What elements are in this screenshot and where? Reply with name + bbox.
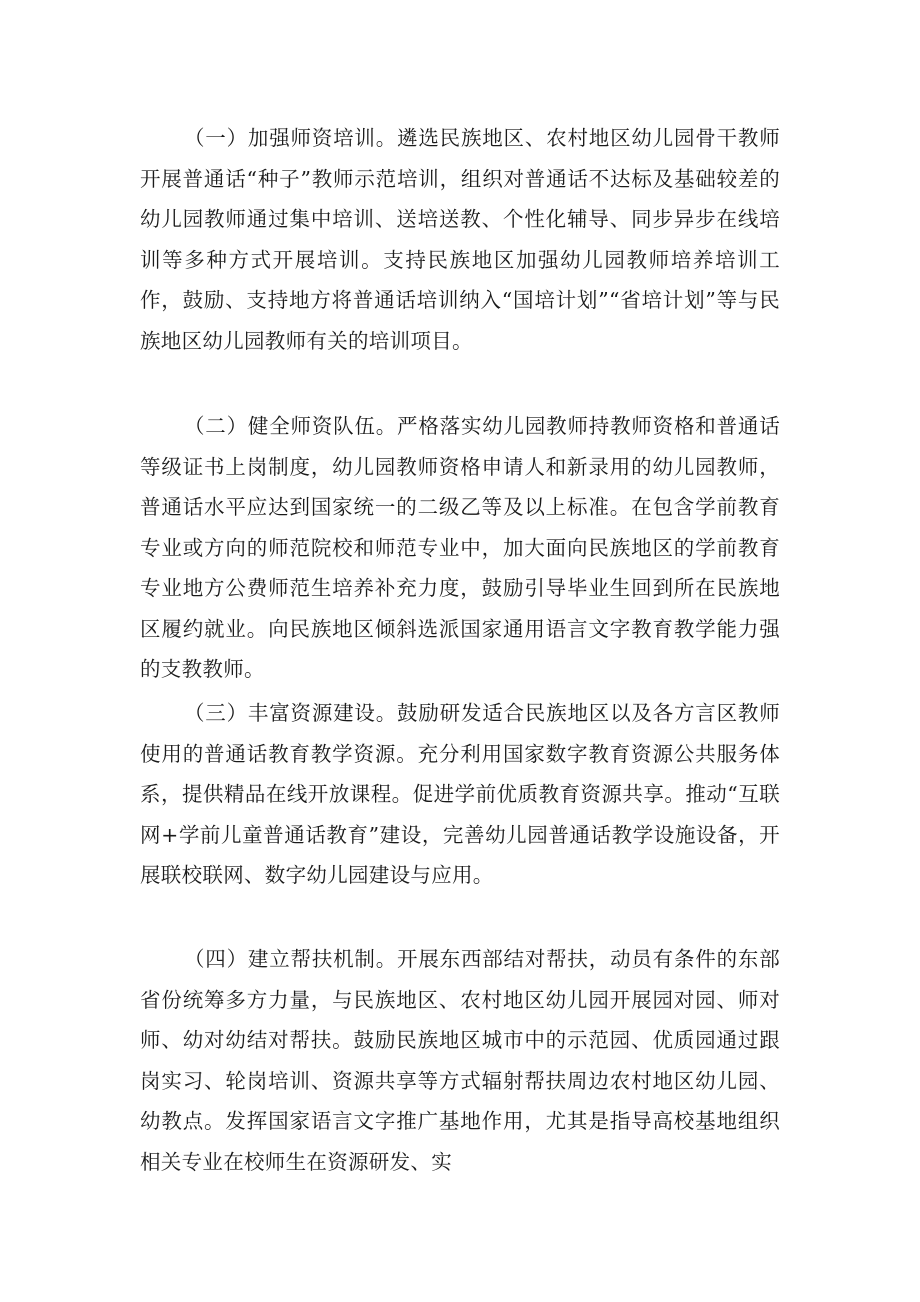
paragraph-teacher-training: （一）加强师资培训。遴选民族地区、农村地区幼儿园骨干教师开展普通话“种子”教师示范培训，组织对普通话不达标及基础较差的幼儿园教师通过集中培训、送培送教、个性化辅导、同步异步在线培训等多种方式开展培训。支持民族地区加强幼儿园教师培养培训工作，鼓励、支持地方将普通话培训纳入“国培计划”“省培计划”等与民族地区幼儿园教师有关的培训项目。	[140, 126, 780, 353]
paragraph-teacher-workforce: （二）健全师资队伍。严格落实幼儿园教师持教师资格和普通话等级证书上岗制度，幼儿园教师资格申请人和新录用的幼儿园教师，普通话水平应达到国家统一的二级乙等及以上标准。在包含学前教育专业或方向的师范院校和师范专业中，加大面向民族地区的学前教育专业地方公费师范生培养补充力度，鼓励引导毕业生回到所在民族地区履约就业。向民族地区倾斜选派国家通用语言文字教育教学能力强的支教教师。	[140, 414, 780, 681]
paragraph-resource-building: （三）丰富资源建设。鼓励研发适合民族地区以及各方言区教师使用的普通话教育教学资源。充分利用国家数字教育资源公共服务体系，提供精品在线开放课程。促进学前优质教育资源共享。推动“互联网+学前儿童普通话教育”建设，完善幼儿园普通话教学设施设备，开展联校联网、数字幼儿园建设与应用。	[140, 701, 780, 887]
paragraph-support-mechanism: （四）建立帮扶机制。开展东西部结对帮扶，动员有条件的东部省份统筹多方力量，与民族地区、农村地区幼儿园开展园对园、师对师、幼对幼结对帮扶。鼓励民族地区城市中的示范园、优质园通过跟岗实习、轮岗培训、资源共享等方式辐射帮扶周边农村地区幼儿园、幼教点。发挥国家语言文字推广基地作用，尤其是指导高校基地组织相关专业在校师生在资源研发、实	[140, 947, 780, 1174]
